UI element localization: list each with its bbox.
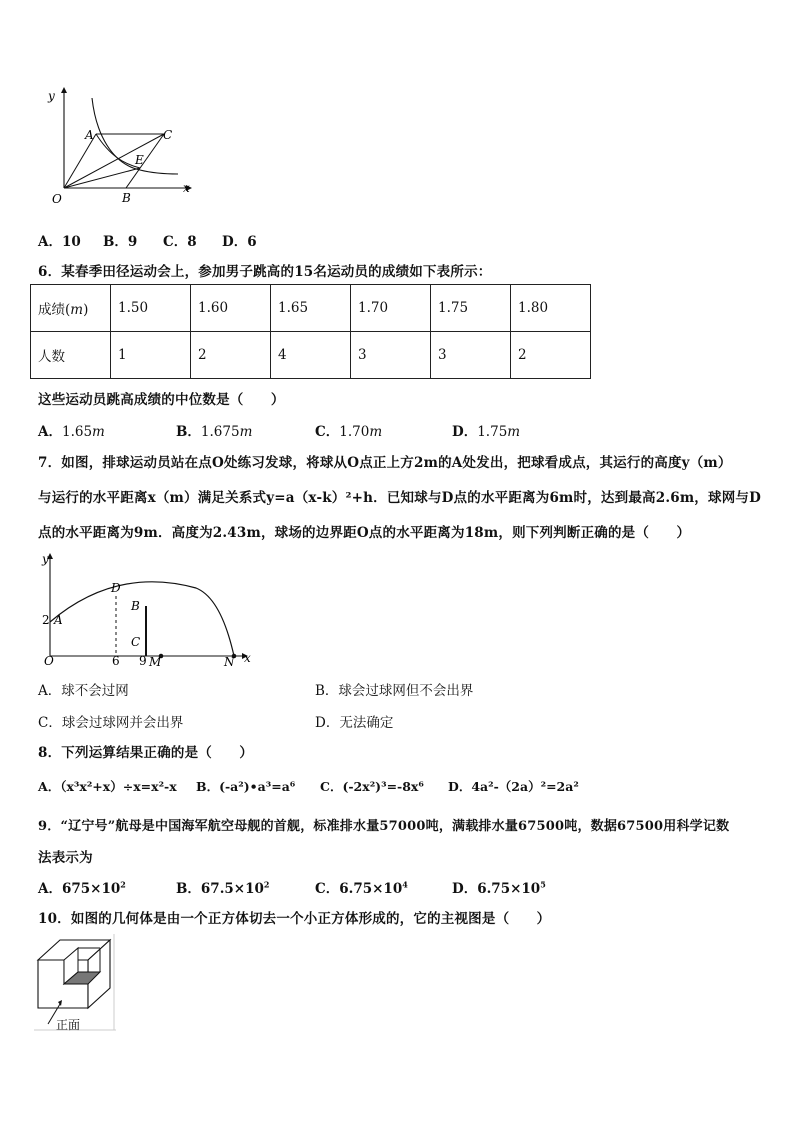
q9-option-c[interactable] <box>315 877 408 897</box>
q7-fig-label-d: D <box>111 581 121 595</box>
option-unit: m <box>239 424 253 440</box>
option-value: 1.675 <box>200 424 240 440</box>
table-cell: 1.65 <box>271 285 351 332</box>
table-cell: 1.60 <box>191 285 271 332</box>
q6-option-c[interactable] <box>315 420 382 440</box>
option-unit: m <box>507 424 521 440</box>
q5-fig-label-a: A <box>85 128 94 142</box>
q5-option-c[interactable]: C．8 <box>163 234 197 250</box>
option-exponent: 2 <box>263 879 270 890</box>
option-value: 1.65 <box>61 424 93 440</box>
option-value: 1.70 <box>339 424 370 440</box>
q7-fig-label-x: x <box>244 651 251 665</box>
q6-header-score-unit: m <box>70 302 84 318</box>
table-cell: 1.75 <box>431 285 511 332</box>
q7-figure <box>36 548 258 670</box>
table-cell: 2 <box>511 332 591 379</box>
q7-fig-label-9: 9 <box>139 654 147 668</box>
q5-fig-label-o: O <box>52 192 62 206</box>
q7-option-a[interactable]: A．球不会过网 <box>38 683 129 699</box>
q6-option-d[interactable] <box>452 420 520 440</box>
q7-fig-label-2: 2 <box>42 613 50 627</box>
q5-option-b[interactable]: B．9 <box>103 234 138 250</box>
q7-option-c[interactable]: C．球会过球网并会出界 <box>38 715 184 731</box>
table-cell: 1.50 <box>111 285 191 332</box>
table-cell: 2 <box>191 332 271 379</box>
q5-fig-label-c: C <box>163 128 173 142</box>
q7-fig-label-c: C <box>131 635 141 649</box>
q7-stem-line-1: 7．如图，排球运动员站在点O处练习发球，将球从O点正上方2m的A处发出，把球看成点，其运行的高度y（m） <box>38 455 732 471</box>
q8-option-c[interactable]: C．(-2x²)³=-8x⁶ <box>320 779 424 794</box>
q7-option-d[interactable]: D．无法确定 <box>315 715 394 731</box>
q7-fig-label-y: y <box>42 552 49 566</box>
q8-option-a[interactable]: A．（x³x²+x）÷x=x²-x <box>38 779 177 794</box>
q6-stem: 6．某春季田径运动会上，参加男子跳高的15名运动员的成绩如下表所示： <box>38 264 492 280</box>
option-text: C．6.75×10 <box>315 881 403 897</box>
q7-fig-label-o: O <box>44 654 54 668</box>
option-letter: C． <box>315 424 340 440</box>
option-unit: m <box>369 424 383 440</box>
q6-option-a[interactable] <box>38 420 105 440</box>
option-text: B．67.5×10 <box>176 881 264 897</box>
table-cell: 1.70 <box>351 285 431 332</box>
option-letter: B． <box>176 424 201 440</box>
q9-stem-line-2: 法表示为 <box>38 850 93 866</box>
q9-option-d[interactable] <box>452 877 546 897</box>
q7-option-b[interactable]: B．球会过球网但不会出界 <box>315 683 474 699</box>
option-value: 1.75 <box>477 424 508 440</box>
q5-fig-label-y: y <box>48 89 55 103</box>
table-cell: 1.80 <box>511 285 591 332</box>
q6-header-score-label: 成绩 <box>38 302 65 318</box>
q8-stem: 8．下列运算结果正确的是（ ） <box>38 745 254 761</box>
q7-fig-label-b: B <box>131 599 140 613</box>
option-exponent: 2 <box>120 879 126 890</box>
q7-stem-line-2: 与运行的水平距离x（m）满足关系式y=a（x-k）²+h．已知球与D点的水平距离为6m时，达到最高2.6m，球网与D <box>38 490 762 506</box>
q5-fig-label-b: B <box>122 191 131 205</box>
q8-option-b[interactable]: B．(-a²)•a³=a⁶ <box>196 779 296 794</box>
q5-figure <box>40 84 200 209</box>
q5-option-a[interactable]: A．10 <box>38 234 81 250</box>
q9-option-b[interactable] <box>176 877 269 897</box>
q7-fig-label-m: M <box>149 655 162 669</box>
q10-front-label: 正面 <box>56 1018 81 1032</box>
table-cell: 3 <box>431 332 511 379</box>
q5-option-d[interactable]: D．6 <box>222 234 257 250</box>
q7-stem-line-3: 点的水平距离为9m．高度为2.43m，球场的边界距O点的水平距离为18m，则下列判断正确的是（ ） <box>38 525 691 541</box>
q6-score-table <box>30 284 591 379</box>
q6-option-b[interactable] <box>176 420 252 440</box>
option-letter: A． <box>38 424 62 440</box>
q5-fig-label-e: E <box>135 153 144 167</box>
q7-fig-label-n: N <box>224 655 235 669</box>
option-text: A．675×10 <box>38 881 121 897</box>
table-row <box>31 285 591 332</box>
table-cell: 1 <box>111 332 191 379</box>
q8-option-d[interactable]: D．4a²-（2a）²=2a² <box>448 779 579 794</box>
q10-stem: 10．如图的几何体是由一个正方体切去一个小正方体形成的，它的主视图是（ ） <box>38 911 551 927</box>
option-exponent: 4 <box>402 879 408 890</box>
q7-fig-label-6: 6 <box>112 654 120 668</box>
q9-stem-line-1: 9．“辽宁号”航母是中国海军航空母舰的首舰，标准排水量57000吨，满载排水量67500吨，数据67500用科学记数 <box>38 819 730 834</box>
q5-fig-label-x: x <box>183 181 190 195</box>
q9-option-a[interactable] <box>38 877 126 897</box>
option-exponent: 5 <box>540 879 546 890</box>
table-cell: 3 <box>351 332 431 379</box>
table-cell: 4 <box>271 332 351 379</box>
option-letter: D． <box>452 424 478 440</box>
option-unit: m <box>92 424 105 440</box>
q6-header-score: 成绩(m) <box>31 285 111 332</box>
q7-fig-label-a: A <box>54 613 63 627</box>
table-row <box>31 332 591 379</box>
q6-question: 这些运动员跳高成绩的中位数是（ ） <box>38 392 285 408</box>
option-text: D．6.75×10 <box>452 881 541 897</box>
q6-header-count: 人数 <box>31 332 111 379</box>
